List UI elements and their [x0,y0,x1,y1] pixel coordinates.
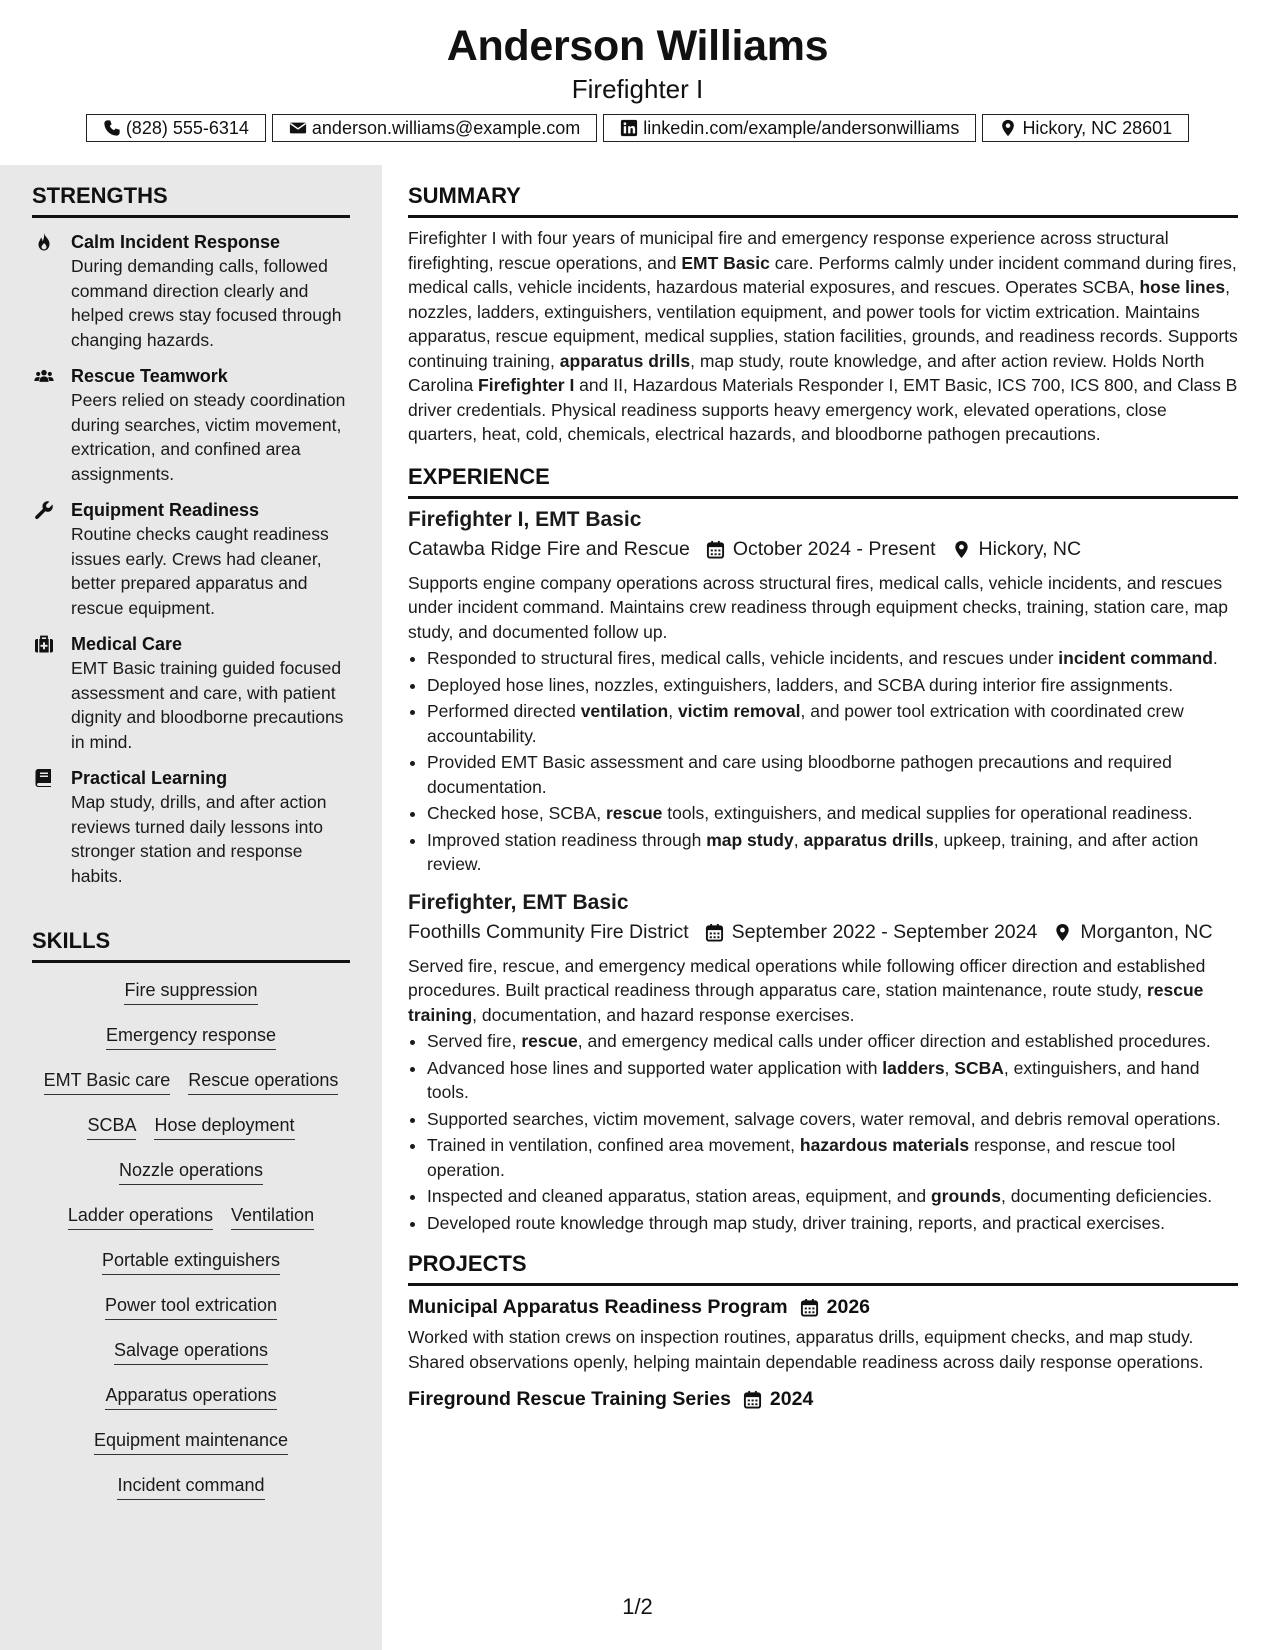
bold-keyword: ladders [882,1057,945,1078]
calendar-icon [706,540,725,559]
bold-keyword: Firefighter I [478,375,575,395]
job-entry [408,508,1238,877]
text-run: , extinguishers, and hand tools. [427,1057,1200,1102]
skill-tag: SCBA [87,1113,136,1140]
wrench-icon [34,500,56,520]
text-run: , and emergency medical calls under officer direction and established procedures. [577,1031,1211,1051]
strength-description: Routine checks caught readiness issues early. Crews had cleaner, better prepared apparatus and rescue equipment. [71,524,329,618]
team-icon [34,366,54,386]
text-run: care. Performs calmly under incident command during fires, medical calls, vehicle incidents, hazardous material exposures, and rescues. Operates SCBA, [408,252,1237,297]
job-title: Firefighter I, EMT Basic [408,507,642,531]
bullet-item [427,1184,1238,1209]
skill-tag: Ladder operations [68,1203,213,1230]
phone-icon [103,119,121,137]
bullet-item [427,828,1238,877]
text-run: Developed route knowledge through map study, driver training, reports, and practical exercises. [427,1212,1165,1233]
bullet-item [427,1029,1238,1054]
team-icon [34,366,56,386]
bold-keyword: hazardous materials [799,1135,970,1155]
candidate-role: Firefighter I [571,74,704,104]
experience-heading: EXPERIENCE [408,464,1238,499]
bullet-item [427,1056,1238,1105]
bold-keyword: ventilation [580,701,669,721]
experience-list [408,508,1238,1236]
skill-row [32,1338,350,1383]
skill-tag: Equipment maintenance [94,1428,288,1455]
text-run: Improved station readiness through [427,829,707,850]
skill-tag: Apparatus operations [105,1383,276,1410]
project-year: 2026 [826,1296,871,1318]
text-run: and II, Hazardous Materials Responder I, EMT Basic, ICS 700, ICS 800, and Class B driver credentials. Physical readiness supports heavy emergency work, elevated operations, close quarters, heat, cold, chemicals, electrical hazards, and bloodborne pathogen precautions. [408,375,1238,444]
strength-title: Practical Learning [71,768,228,788]
skill-tag: Fire suppression [124,978,257,1005]
skill-tag: Nozzle operations [119,1158,263,1185]
bold-keyword: apparatus drills [803,829,934,850]
skill-tag: Rescue operations [188,1068,338,1095]
calendar-icon [705,923,724,942]
project-title-row [408,1388,1238,1411]
text-run: Trained in ventilation, confined area movement, [427,1135,800,1155]
text-run: Supported searches, victim movement, salvage covers, water removal, and debris removal operations. [427,1108,1221,1129]
text-run: Performed directed [427,701,581,721]
project-title: Municipal Apparatus Readiness Program [408,1296,788,1318]
skill-row [32,978,350,1023]
contact-email[interactable] [272,114,597,142]
contact-bar [0,114,1275,142]
text-run: , documenting deficiencies. [1000,1186,1213,1206]
text-run: Inspected and cleaned apparatus, station areas, equipment, and [427,1186,931,1206]
job-location: Morganton, NC [1080,920,1213,943]
strength-item [32,632,357,754]
calendar-icon [743,1390,762,1409]
job-description [408,954,1238,1028]
job-meta [408,538,1238,561]
sidebar [0,165,382,1650]
bold-keyword: grounds [930,1186,1001,1206]
skill-row [32,1113,350,1158]
strength-description: Peers relied on steady coordination during searches, victim movement, extrication, and confined area assignments. [71,390,346,484]
email-text: anderson.williams@example.com [311,117,581,138]
skill-tag: EMT Basic care [44,1068,171,1095]
strength-title: Calm Incident Response [71,232,281,252]
text-run: Firefighter I with four years of municipal fire and emergency response experience across structural firefighting, rescue operations, and [408,228,1169,273]
project-entry [408,1296,1238,1374]
bullet-item [427,699,1238,748]
text-run: Served fire, rescue, and emergency medical operations while following officer direction and established procedures. Built practical readiness through apparatus care, station maintenance, route study, [408,955,1206,1000]
strength-description: During demanding calls, followed command direction clearly and helped crews stay focused through changing hazards. [71,256,342,350]
skills-list [32,978,350,1518]
skill-row [32,1248,350,1293]
skills-heading: SKILLS [32,928,350,963]
text-run: Responded to structural fires, medical calls, vehicle incidents, and rescues under [427,648,1059,668]
text-run: , [793,829,804,850]
phone-text: (828) 555-6314 [125,117,249,138]
skill-row [32,1383,350,1428]
text-run: , map study, route knowledge, and after action review. Holds North Carolina [408,350,1205,395]
job-organization: Catawba Ridge Fire and Rescue [408,537,690,560]
strength-item [32,498,357,620]
text-run: Provided EMT Basic assessment and care using bloodborne pathogen precautions and required documentation. [427,752,1172,797]
job-location: Hickory, NC [978,537,1082,560]
main-content [408,165,1238,1411]
skill-tag: Salvage operations [114,1338,268,1365]
envelope-icon [289,119,307,137]
skill-tag: Power tool extrication [105,1293,277,1320]
job-dates: September 2022 - September 2024 [731,920,1038,943]
wrench-icon [34,500,54,520]
bold-keyword: rescue [521,1031,578,1051]
strength-title: Rescue Teamwork [71,366,228,386]
skill-tag: Incident command [117,1473,264,1500]
job-entry [408,891,1238,1236]
contact-linkedin[interactable] [603,114,976,142]
bold-keyword: EMT Basic [681,252,770,273]
medkit-icon [34,634,54,654]
bullet-item [427,1211,1238,1236]
strengths-list [32,230,357,900]
medkit-icon [34,634,56,654]
skill-row [32,1428,350,1473]
location-text: Hickory, NC 28601 [1022,117,1173,138]
text-run: , upkeep, training, and after action review. [427,829,1199,874]
bold-keyword: rescue training [408,980,1204,1025]
text-run: Advanced hose lines and supported water application with [427,1057,883,1078]
bold-keyword: SCBA [954,1057,1004,1078]
project-entry [408,1388,1238,1411]
projects-list [408,1296,1238,1411]
job-title: Firefighter, EMT Basic [408,890,629,914]
text-run: , and power tool extrication with coordinated crew accountability. [427,701,1184,746]
job-bullets [408,646,1238,877]
map-pin-icon [999,119,1017,137]
bold-keyword: hose lines [1139,277,1226,297]
linkedin-text: linkedin.com/example/andersonwilliams [643,117,960,138]
strength-item [32,766,357,888]
text-run: , nozzles, ladders, extinguishers, ventilation equipment, and power tools for victim extrication. Maintains apparatus, rescue equipment, medical supplies, station facilities, grounds, and readiness records. Supports continuing training, [408,277,1238,371]
fire-icon [34,232,54,252]
text-run: Deployed hose lines, nozzles, extinguishers, ladders, and SCBA during interior fire assignments. [427,674,1174,695]
strength-item [32,364,357,486]
text-run: Served fire, [427,1031,522,1051]
bullet-item [427,750,1238,799]
text-run: tools, extinguishers, and medical supplies for operational readiness. [662,803,1193,823]
bullet-item [427,801,1238,826]
bold-keyword: apparatus drills [559,350,691,371]
fire-icon [34,232,56,252]
strength-description: EMT Basic training guided focused assessment and care, with patient dignity and bloodborne precautions in mind. [71,658,344,752]
projects-heading: PROJECTS [408,1251,1238,1286]
skill-row [32,1158,350,1203]
text-run: . [1212,648,1218,668]
skill-row [32,1203,350,1248]
bold-keyword: victim removal [677,701,801,721]
job-dates: October 2024 - Present [732,537,936,560]
job-meta [408,921,1238,944]
bold-keyword: map study [706,829,794,850]
skill-row [32,1068,350,1113]
job-bullets [408,1029,1238,1235]
bullet-item [427,646,1238,671]
job-description: Supports engine company operations across structural fires, medical calls, vehicle incidents, and rescues under incident command. Maintains crew readiness through equipment checks, training, station care, map study, and documented follow up. [408,572,1229,642]
text-run: , [668,701,678,721]
project-description: Worked with station crews on inspection routines, apparatus drills, equipment checks, and map study. Shared observations openly, helping maintain dependable readiness across daily response operations. [408,1327,1204,1372]
skill-row [32,1023,350,1068]
bullet-item [427,1133,1238,1182]
job-organization: Foothills Community Fire District [408,920,689,943]
project-title-row [408,1296,1238,1319]
calendar-icon [800,1298,819,1317]
bullet-item [427,1107,1238,1132]
summary-heading: SUMMARY [408,183,1238,218]
text-run: , documentation, and hazard response exercises. [472,1004,855,1025]
skill-tag: Ventilation [231,1203,314,1230]
text-run: , [944,1057,955,1078]
bold-keyword: incident command [1058,648,1213,668]
resume-header [0,0,1275,165]
text-run: response, and rescue tool operation. [427,1135,1176,1180]
skill-tag: Hose deployment [154,1113,294,1140]
strengths-heading: STRENGTHS [32,183,350,218]
strength-title: Equipment Readiness [71,500,260,520]
map-pin-icon [952,540,971,559]
contact-location[interactable] [982,114,1189,142]
strength-item [32,230,357,352]
skill-row [32,1293,350,1338]
contact-phone[interactable] [86,114,266,142]
book-icon [34,768,56,788]
skill-tag: Portable extinguishers [102,1248,280,1275]
summary-text [408,226,1238,447]
book-icon [34,768,54,788]
skill-row [32,1473,350,1518]
linkedin-icon [620,119,638,137]
bullet-item [427,673,1238,698]
project-title: Fireground Rescue Training Series [408,1388,731,1410]
bold-keyword: rescue [605,803,663,823]
text-run: Checked hose, SCBA, [427,803,606,823]
strength-description: Map study, drills, and after action reviews turned daily lessons into stronger station and response habits. [71,792,327,886]
page-number: 1/2 [622,1594,653,1619]
project-year: 2024 [769,1388,814,1410]
skill-tag: Emergency response [106,1023,276,1050]
candidate-name: Anderson Williams [446,22,829,70]
strength-title: Medical Care [71,634,183,654]
map-pin-icon [1053,923,1072,942]
